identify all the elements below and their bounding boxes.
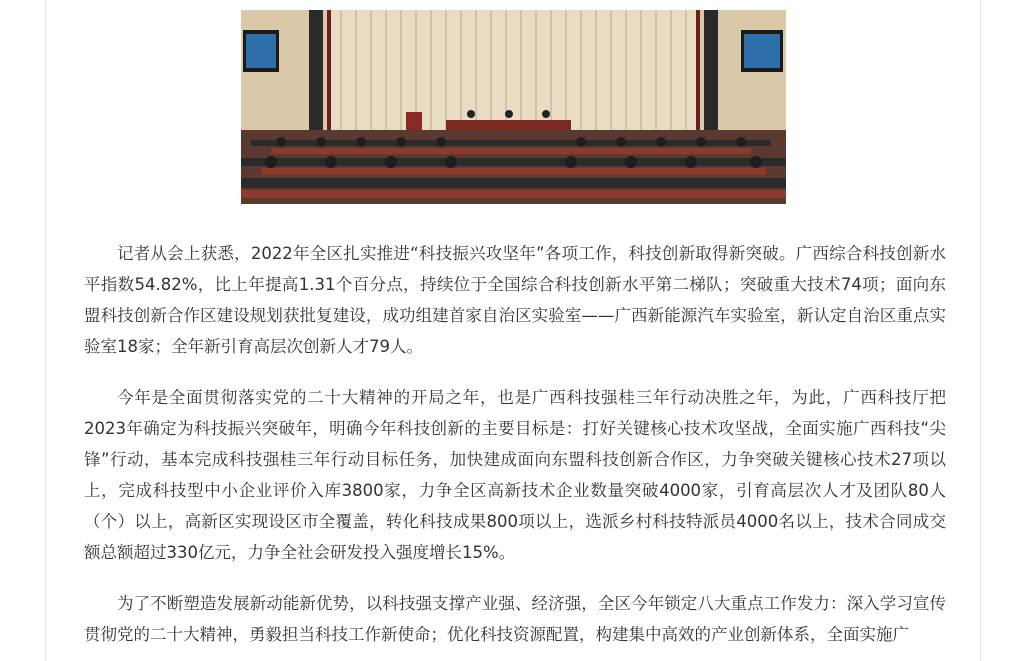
- meeting-photo: [241, 10, 786, 204]
- article-paragraph-1: 记者从会上获悉，2022年全区扎实推进“科技振兴攻坚年”各项工作，科技创新取得新突破。广西综合科技创新水平指数54.82%，比上年提高1.31个百分点，持续位于全国综合科技创新水平第二梯队；突破重大技术74项；面向东盟科技创新合作区建设规划获批复建设，成功组建首家自治区实验室——广西新能源汽车实验室，新认定自治区重点实验室18家；全年新引育高层次创新人才79人。: [84, 244, 946, 356]
- article-paragraph-3: 为了不断塑造发展新动能新优势，以科技强支撑产业强、经济强，全区今年锁定八大重点工作发力：深入学习宣传贯彻党的二十大精神，勇毅担当科技工作新使命；优化科技资源配置，构建集中高效的产业创新体系，全面实施广: [84, 594, 946, 644]
- article-paragraph-2: 今年是全面贯彻落实党的二十大精神的开局之年，也是广西科技强桂三年行动决胜之年，为此，广西科技厅把2023年确定为科技振兴突破年，明确今年科技创新的主要目标是：打好关键核心技术攻坚战，全面实施广西科技“尖锋”行动，基本完成科技强桂三年行动目标任务，加快建成面向东盟科技创新合作区，力争突破关键核心技术27项以上，完成科技型中小企业评价入库3800家，力争全区高新技术企业数量突破4000家，引育高层次人才及团队80人（个）以上，高新区实现设区市全覆盖，转化科技成果800项以上，选派乡村科技特派员4000名以上，技术合同成交额总额超过330亿元，力争全社会研发投入强度增长15%。: [84, 388, 946, 562]
- article-container: [45, 0, 981, 661]
- meeting-hall-image: [241, 10, 786, 204]
